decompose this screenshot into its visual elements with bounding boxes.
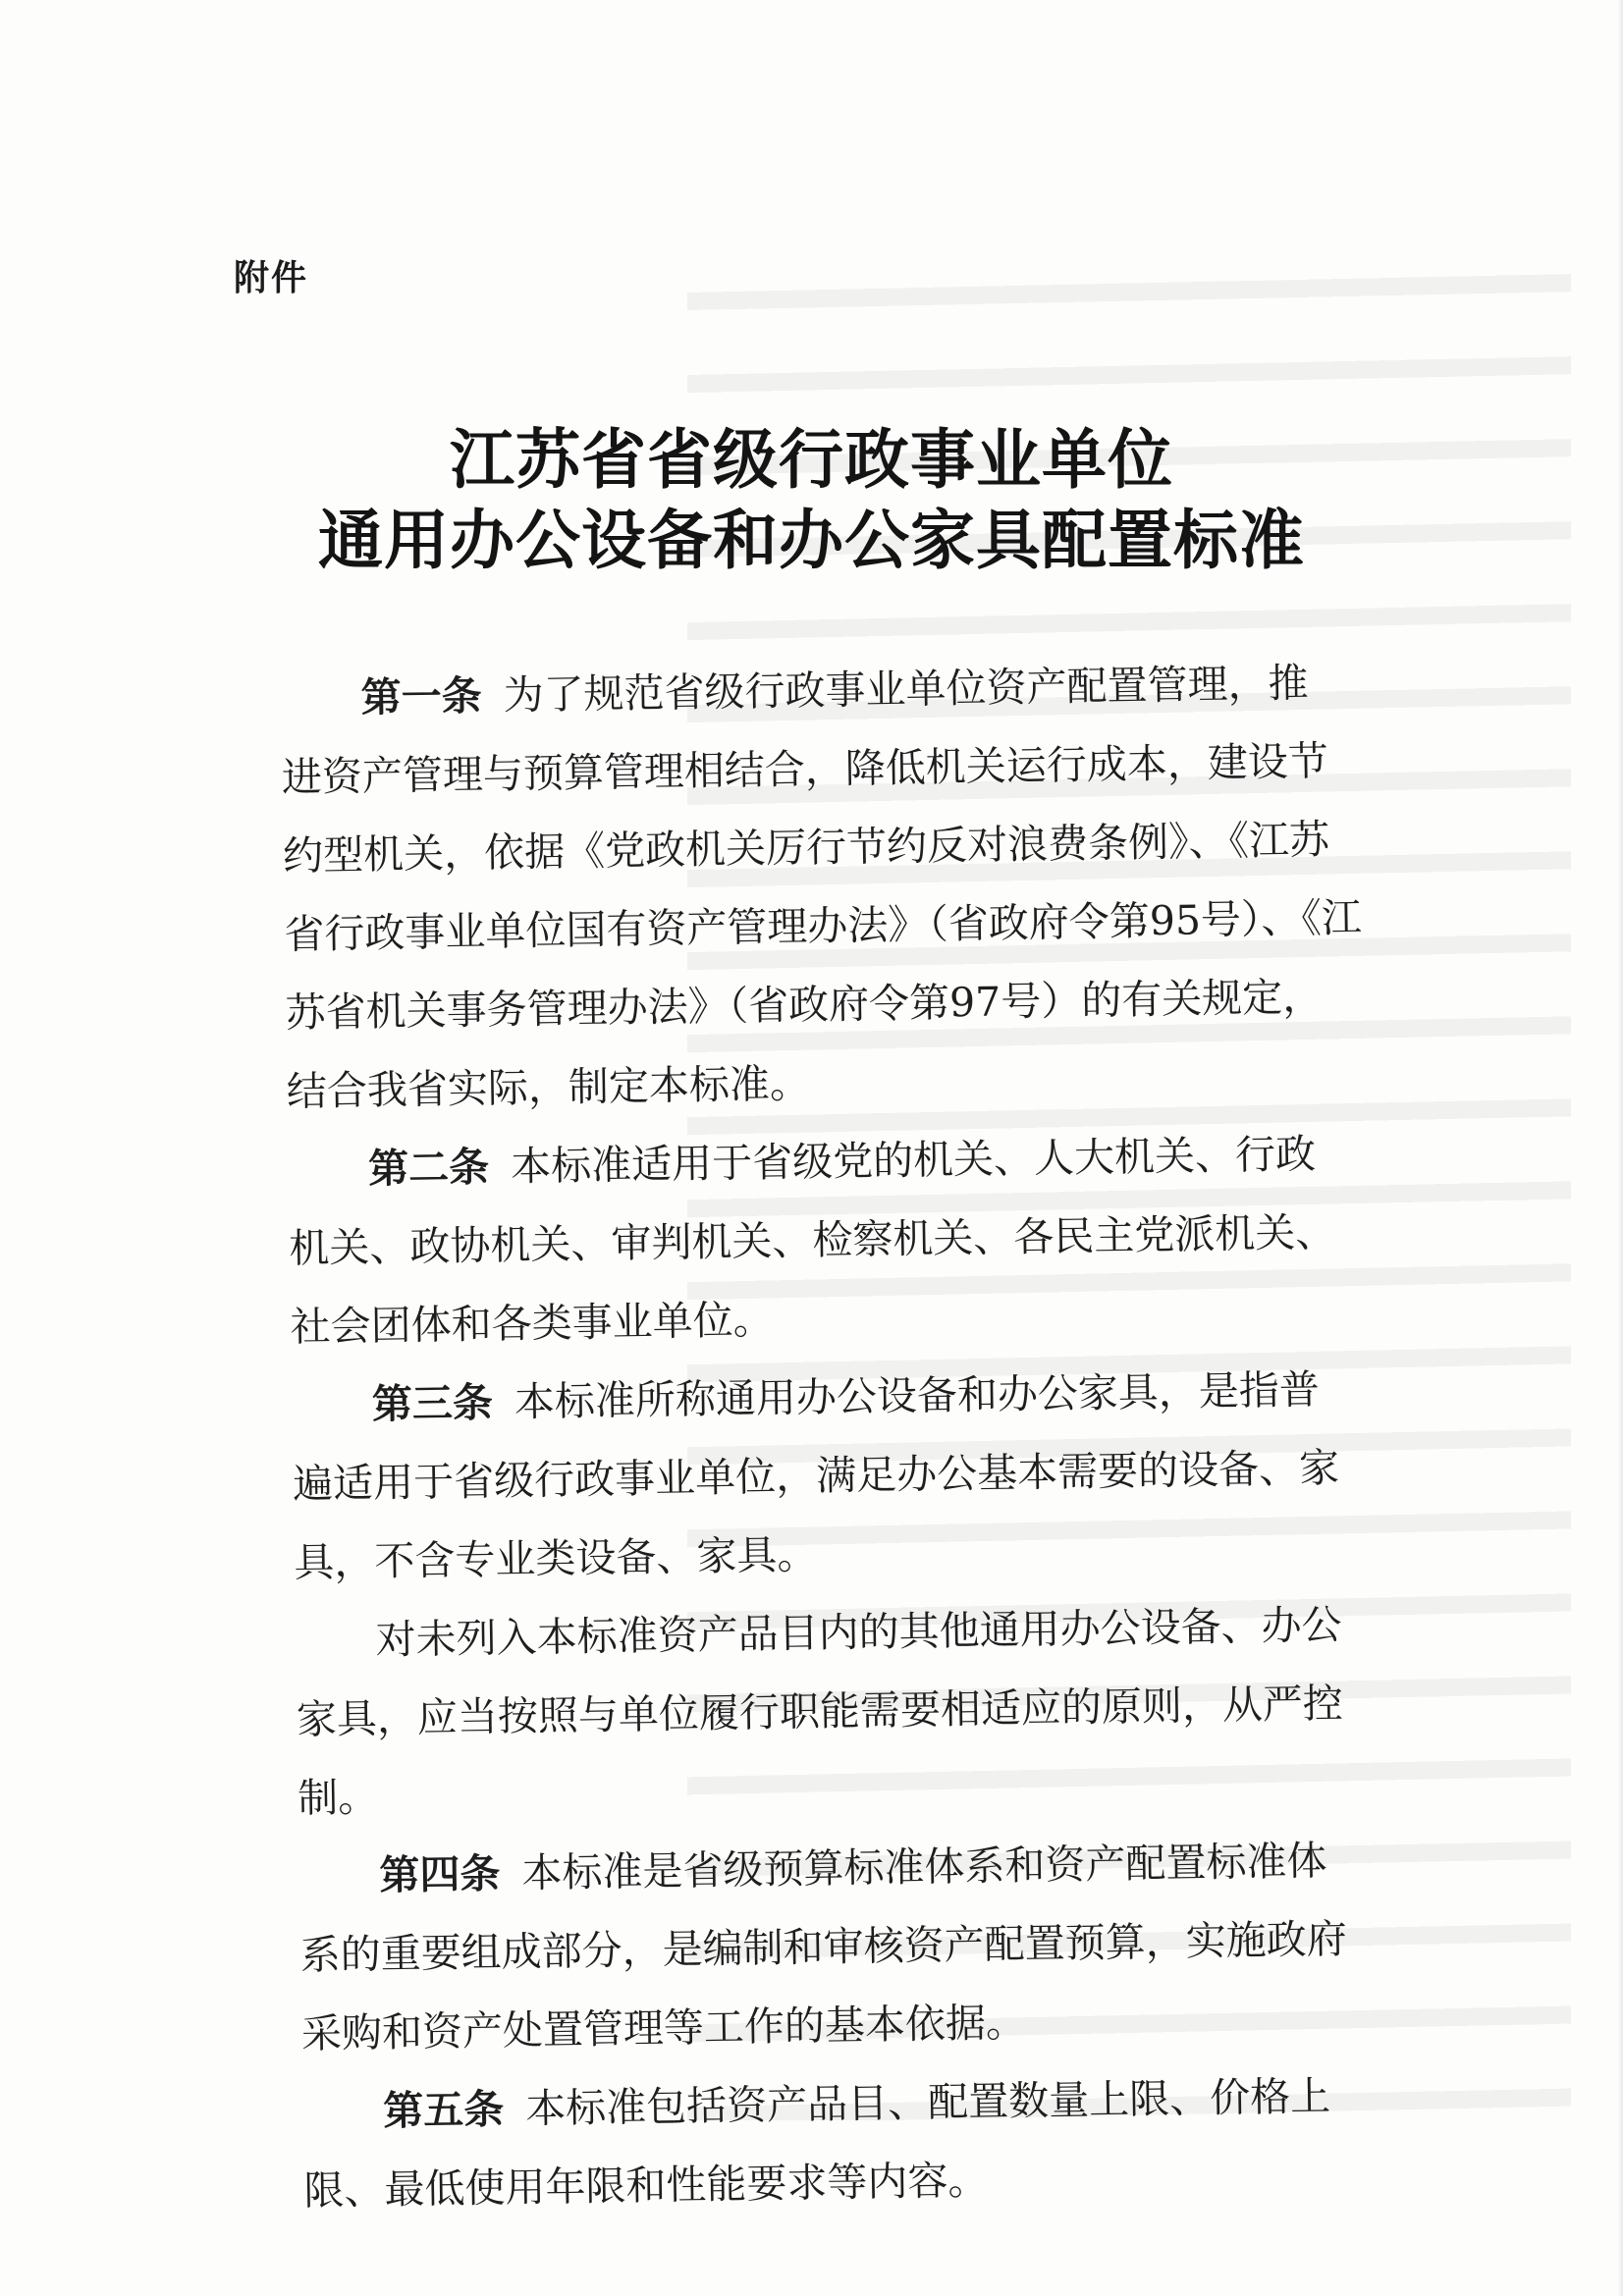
article-number: 第四条 xyxy=(379,1849,501,1899)
document-body xyxy=(280,642,1443,2230)
body-line-text: 遍适用于省级行政事业单位，满足办公基本需要的设备、家 xyxy=(292,1444,1340,1508)
body-line-text: 具，不含专业类设备、家具。 xyxy=(294,1530,818,1586)
annex-label: 附件 xyxy=(234,258,309,298)
body-line-text: 机关、政协机关、审判机关、检察机关、各民主党派机关、 xyxy=(289,1208,1336,1272)
body-line-text: 苏省机关事务管理办法》（省政府令第97号）的有关规定， xyxy=(285,973,1324,1037)
body-line-text: 家具，应当按照与单位履行职能需要相适应的原则，从严控 xyxy=(296,1680,1344,1743)
article-number: 第二条 xyxy=(367,1143,490,1193)
body-line-text: 本标准适用于省级党的机关、人大机关、行政 xyxy=(510,1130,1317,1191)
document-title-line-1: 江苏省省级行政事业单位 xyxy=(450,421,1173,498)
document-title-line-2: 通用办公设备和办公家具配置标准 xyxy=(318,502,1305,578)
body-line-text: 为了规范省级行政事业单位资产配置管理，推 xyxy=(503,659,1309,720)
body-line-text: 约型机关，依据《党政机关厉行节约反对浪费条例》、《江苏 xyxy=(282,816,1330,880)
article-number: 第五条 xyxy=(382,2085,505,2135)
body-line-text: 省行政事业单位国有资产管理办法》（省政府令第95号）、《江 xyxy=(284,893,1363,958)
article-number: 第三条 xyxy=(371,1378,494,1428)
body-line xyxy=(303,2134,1443,2230)
body-line-text: 结合我省实际，制定本标准。 xyxy=(286,1059,811,1115)
body-line-text: 进资产管理与预算管理相结合，降低机关运行成本，建设节 xyxy=(281,737,1329,801)
body-line-text: 制。 xyxy=(297,1773,379,1822)
body-line-text: 本标准包括资产品目、配置数量上限、价格上 xyxy=(524,2072,1331,2133)
body-line-text: 本标准是省级预算标准体系和资产配置标准体 xyxy=(521,1837,1327,1897)
article-number: 第一条 xyxy=(360,671,482,721)
body-line-text: 社会团体和各类事业单位。 xyxy=(290,1296,774,1351)
scan-edge xyxy=(1617,0,1623,2296)
body-line-text: 本标准所称通用办公设备和办公家具，是指普 xyxy=(514,1365,1321,1426)
body-line-text: 系的重要组成部分，是编制和审核资产配置预算，实施政府 xyxy=(299,1915,1347,1979)
body-line-text: 采购和资产处置管理等工作的基本依据。 xyxy=(300,1999,1027,2057)
body-line-text: 对未列入本标准资产品目内的其他通用办公设备、办公 xyxy=(375,1601,1342,1664)
body-line-text: 限、最低使用年限和性能要求等内容。 xyxy=(303,2156,989,2215)
